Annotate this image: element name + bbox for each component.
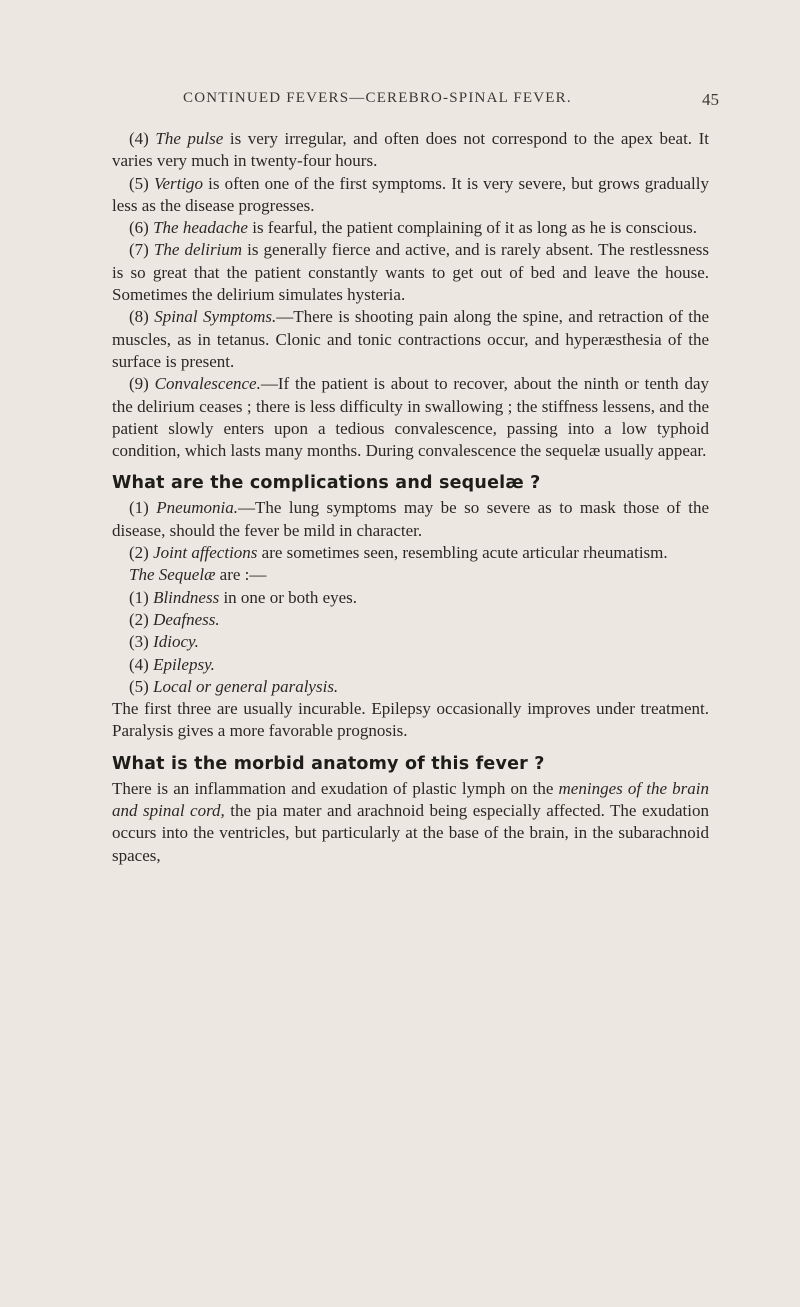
sequela-item: (4) Epilepsy. bbox=[129, 654, 215, 674]
symptom-term: The headache bbox=[153, 218, 248, 238]
symptom-paragraph: (8) Spinal Symptoms.—There is shooting pain along the spine, and retraction of the muscles, as in tetanus. Clonic and tonic contractions occur, and hyperæsthesia of the surface is present. bbox=[112, 307, 709, 371]
running-head: CONTINUED FEVERS—CEREBRO-SPINAL FEVER. bbox=[183, 90, 572, 106]
complication-term: Joint affections bbox=[153, 543, 258, 563]
symptom-paragraph: (6) The headache is fearful, the patient complaining of it as long as he is conscious. bbox=[129, 218, 697, 238]
sequela-item: (2) Deafness. bbox=[129, 609, 220, 629]
symptom-term: The pulse bbox=[155, 129, 224, 148]
symptom-term: The delirium bbox=[153, 240, 243, 260]
complication-paragraph: (2) Joint affections are sometimes seen, resembling acute articular rheumatism. bbox=[129, 543, 668, 563]
symptom-term: Vertigo bbox=[153, 173, 204, 193]
symptom-paragraph: (9) Convalescence.—If the patient is about to recover, about the ninth or tenth day the delirium ceases ; there is less difficulty in swallowing ; the stiffness lessens, and the patient slowly enters upon a tedious convalescence, passing into a low typhoid condition, which lasts many months. During convalescence the sequelæ usually appear. bbox=[112, 374, 709, 461]
complications-heading: What are the complications and sequelæ ? bbox=[112, 473, 541, 494]
sequelae-intro: The Sequelæ are :— bbox=[129, 565, 267, 585]
symptom-paragraph: (7) The delirium is generally fierce and active, and is rarely absent. The restlessness is so great that the patient constantly wants to get out of bed and leave the house. Sometimes the delirium simulates hysteria. bbox=[112, 240, 709, 305]
page-header bbox=[0, 90, 800, 114]
sequela-item: (5) Local or general paralysis. bbox=[129, 676, 339, 696]
body-text bbox=[112, 128, 709, 867]
symptom-term: Convalescence. bbox=[154, 374, 261, 394]
page-number: 45 bbox=[702, 90, 719, 109]
anatomy-heading: What is the morbid anatomy of this fever ? bbox=[112, 753, 545, 774]
symptom-paragraph: (5) Vertigo is often one of the first symptoms. It is very severe, but grows gradually less as the disease progresses. bbox=[112, 173, 709, 215]
complication-term: Pneumonia. bbox=[156, 498, 238, 518]
sequela-item: (3) Idiocy. bbox=[129, 632, 199, 652]
sequelae-closing: The first three are usually incurable. Epilepsy occasionally improves under treatment. Paralysis gives a more favorable prognosis. bbox=[112, 699, 709, 741]
symptom-paragraph: (4) The pulse is very irregular, and often does not correspond to the apex beat. It varies very much in twenty-four hours. bbox=[112, 129, 709, 171]
anatomy-paragraph: There is an inflammation and exudation of plastic lymph on the meninges of the brain and spinal cord, the pia mater and arachnoid being especially affected. The exudation occurs into the ventricles, but particularly at the base of the brain, in the subarachnoid spaces, bbox=[112, 778, 709, 865]
sequela-item: (1) Blindness in one or both eyes. bbox=[129, 587, 358, 607]
anatomy-term: meninges of the brain and spinal cord, bbox=[112, 778, 709, 821]
symptom-term: Spinal Symptoms. bbox=[154, 307, 277, 327]
complication-paragraph: (1) Pneumonia.—The lung symptoms may be so severe as to mask those of the disease, should the fever be mild in character. bbox=[112, 498, 710, 540]
